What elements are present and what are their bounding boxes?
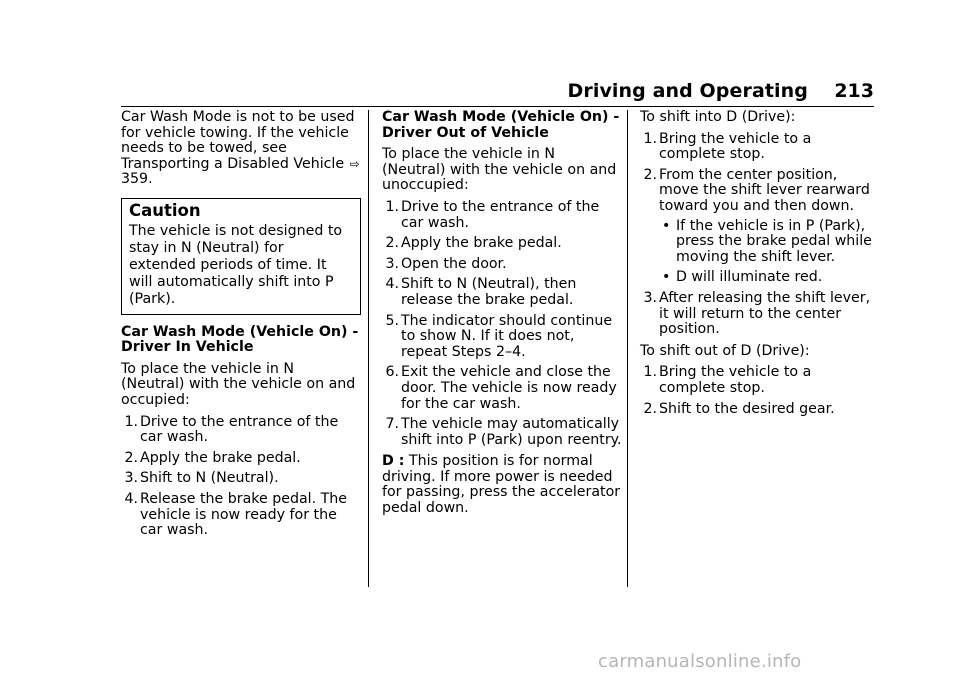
page-header (0, 80, 874, 104)
intro-paragraph (121, 110, 361, 188)
steps-list (382, 200, 622, 448)
list-item: 3. Shift to N (Neutral). (124, 470, 279, 487)
bullet-list (659, 219, 876, 286)
column-2 (382, 110, 622, 523)
list-item: 2. Shift to the desired gear. (643, 400, 835, 417)
list-item: 1. Bring the vehicle to a complete stop. (643, 364, 812, 396)
lead-paragraph: To shift into D (Drive): (640, 109, 796, 125)
bullet-item: • D will illuminate red. (662, 269, 823, 286)
lead-paragraph: To place the vehicle in N (Neutral) with the vehicle on and unoccupied: (382, 146, 617, 194)
list-item: 4. Release the brake pedal. The vehicle is now ready for the car wash. (124, 490, 347, 539)
caution-box (121, 198, 361, 315)
bullet-icon: • (662, 269, 671, 286)
page-number: 213 (834, 80, 874, 102)
lead-paragraph: To place the vehicle in N (Neutral) with the vehicle on and occupied: (121, 360, 356, 408)
column-divider-2 (627, 110, 628, 587)
caution-body: The vehicle is not designed to stay in N (Neutral) for extended periods of time. It will automatically shift into P (Park). (129, 222, 343, 307)
section-title: Driving and Operating (567, 80, 808, 102)
list-item: 6. Exit the vehicle and close the door. The vehicle is now ready for the car wash. (385, 364, 617, 412)
list-item: 1. Drive to the entrance of the car wash. (124, 413, 339, 446)
column-1 (121, 110, 361, 545)
bullet-item: • If the vehicle is in P (Park), press the brake pedal while moving the shift lever. (662, 217, 872, 265)
list-item: 1. Bring the vehicle to a complete stop. (643, 130, 812, 163)
list-item: 3. After releasing the shift lever, it will return to the center position. (643, 289, 871, 338)
list-item: 2. Apply the brake pedal. (385, 235, 562, 252)
bullet-icon: • (662, 217, 671, 234)
intro-text: Car Wash Mode is not to be used for vehicle towing. If the vehicle needs to be towed, see Transporting a Disabled Vehicle (121, 109, 355, 172)
steps-list (640, 132, 876, 338)
steps-list (640, 365, 876, 417)
steps-list (121, 415, 361, 539)
intro-page-ref[interactable]: 359. (121, 171, 153, 188)
list-item: 2. From the center position, move the shift lever rearward toward you and then down. • If the vehicle is in P (Park), press the brake pedal while moving the shift lever. • D will illuminate red. (640, 168, 876, 286)
watermark: carmanualsonline.info (598, 651, 802, 672)
column-divider-1 (368, 110, 369, 587)
list-item: 1. Drive to the entrance of the car wash. (385, 198, 600, 231)
cross-reference-arrow-icon: ⇨ (349, 156, 360, 171)
column-3 (640, 110, 876, 423)
list-item: 2. Apply the brake pedal. (124, 449, 301, 466)
section-heading: Car Wash Mode (Vehicle On) - Driver In Vehicle (121, 323, 359, 356)
lead-paragraph: To shift out of D (Drive): (640, 342, 810, 359)
list-item: 4. Shift to N (Neutral), then release the brake pedal. (385, 276, 577, 308)
header-rule (121, 106, 874, 107)
drive-label: D : (382, 453, 405, 470)
list-item: 5. The indicator should continue to show N. If it does not, repeat Steps 2–4. (385, 312, 613, 360)
drive-text: This position is for normal driving. If more power is needed for passing, press the accelerator pedal down. (382, 453, 621, 517)
list-item: 3. Open the door. (385, 255, 507, 272)
list-item: 7. The vehicle may automatically shift into P (Park) upon reentry. (385, 416, 622, 448)
caution-title: Caution (129, 200, 201, 220)
drive-description (382, 454, 622, 516)
section-heading: Car Wash Mode (Vehicle On) - Driver Out of Vehicle (382, 109, 620, 141)
